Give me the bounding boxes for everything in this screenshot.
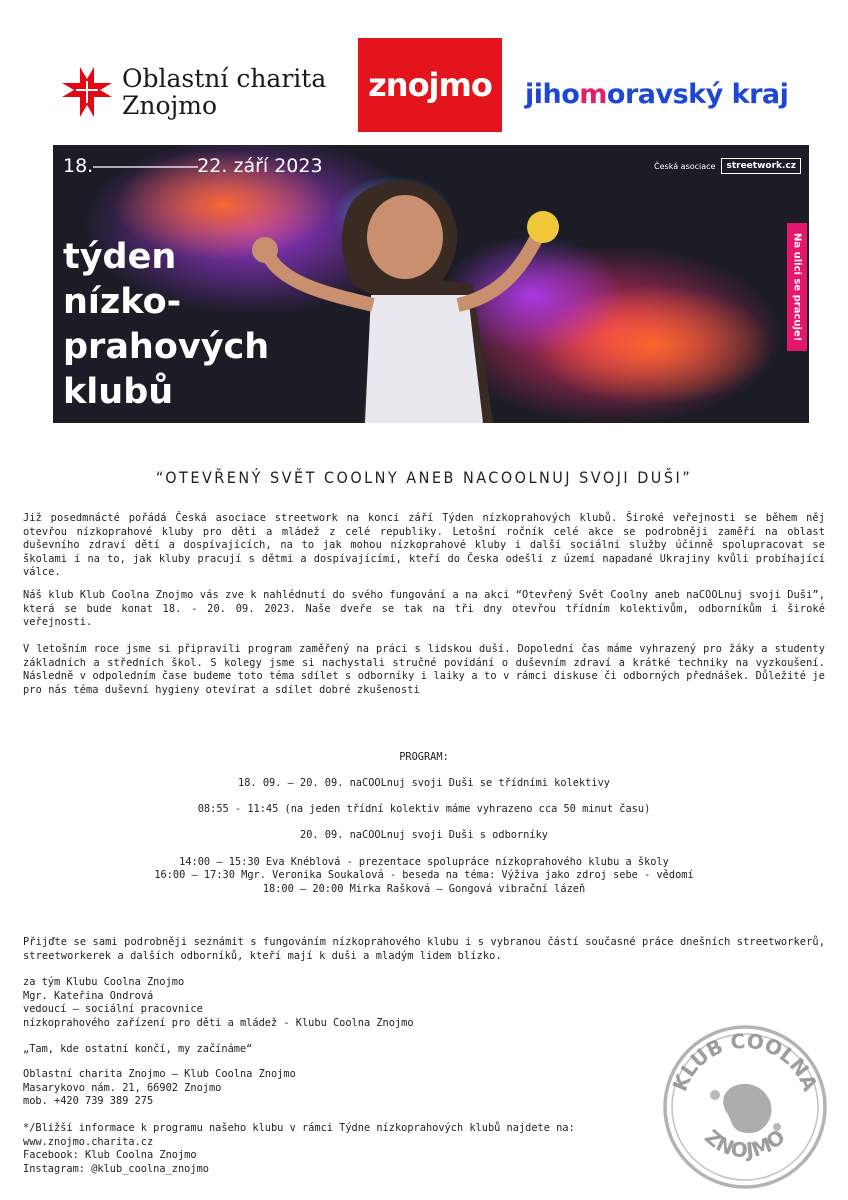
signature-line-3: vedoucí – sociální pracovnice	[23, 1003, 203, 1015]
program-description-paragraph: V letošním roce jsme si připravili program zaměřený na práci s lidskou duší. Dopolední čas máme vyhrazený pro žáky a studenty základních a středních škol. S kolegy jsme si nachystali stručné povídání o duševním zdraví a krátké techniky na vyzkoušení. Následně v odpoledním čase budeme toto téma sdílet s odborníky i laiky a to v rámci diskuse či odborných přednášek. Důležité je pro nás téma duševní hygieny otevírat a sdílet dobré zkušenosti	[23, 643, 825, 696]
charita-name-line1: Oblastní charita	[122, 64, 327, 93]
klub-coolna-stamp	[655, 1015, 835, 1195]
znojmo-logo-text: znojmo	[368, 66, 492, 104]
banner-title-line3: prahových	[63, 327, 270, 367]
closing-invitation: Přijďte se sami podrobněji seznámit s fungováním nízkoprahového klubu i s vybranou částí současné práce dnešních streetworkerů, streetworkerek a dalších odborníků, kteří mají k duši a mladým lidem blízko.	[23, 936, 825, 962]
charita-name-line2: Znojmo	[122, 91, 218, 120]
banner-date-end: 22. září 2023	[197, 155, 323, 177]
jmk-logo-part2: m	[579, 78, 607, 110]
contact-line-2: Masarykovo nám. 21, 66902 Znojmo	[23, 1081, 222, 1094]
banner-title-line1: týden	[63, 237, 177, 277]
banner-date-start: 18.	[63, 155, 94, 177]
charita-logo	[60, 62, 340, 122]
page-title: “OTEVŘENÝ SVĚT COOLNY ANEB NACOOLNUJ SVOJI DUŠI”	[155, 468, 693, 487]
program-line-2: 08:55 - 11:45 (na jeden třídní kolektiv máme vyhrazeno cca 50 minut času)	[197, 803, 651, 815]
banner-title	[63, 235, 269, 415]
jmk-logo	[525, 74, 810, 114]
signature-line-2: Mgr. Kateřina Ondrová	[23, 989, 154, 1002]
charita-cross-icon	[60, 65, 114, 119]
banner-side-tag: Na ulici se pracuje!	[787, 223, 807, 351]
banner-association-label: Česká asociace	[654, 161, 716, 171]
program-line-5: 16:00 – 17:30 Mgr. Veronika Soukalová - beseda na téma: Výživa jako zdroj sebe - vědomí	[154, 869, 694, 881]
banner-association-box: streetwork.cz	[721, 158, 801, 174]
intro-paragraph: Již posedmnácté pořádá Česká asociace streetwork na konci září Týden nízkoprahových klubů. Široké veřejnosti se během něj otevřou nízkoprahové kluby pro děti a mládež z celé republiky. Letošní ročník celé akce se podrobněji zaměří na oblast duševního zdraví dětí a dospívajících, na to jak mohou nízkoprahové kluby i další sociální služby účinně spolupracovat se školami i na to, jak kluby pracují s dětmi a dospívajícími, kteří do Česka odešli z území napadané Ukrajiny kvůli probíhající válce.	[23, 512, 825, 578]
website-link[interactable]: www.znojmo.charita.cz	[23, 1135, 154, 1148]
signature-line-1: za tým Klubu Coolna Znojmo	[23, 976, 185, 988]
contact-line-1: Oblastní charita Znojmo – Klub Coolna Znojmo	[23, 1068, 296, 1080]
program-line-4: 14:00 – 15:30 Eva Knéblová - prezentace spolupráce nízkoprahového klubu a školy	[179, 856, 669, 868]
stamp-bottom-text: ZNOJMO	[700, 1124, 790, 1163]
motto: „Tam, kde ostatní končí, my začínáme“	[23, 1043, 253, 1055]
invite-paragraph: Náš klub Klub Coolna Znojmo vás zve k nahlédnutí do svého fungování a na akci “Otevřený Svět Coolny aneb naCOOLnuj svoji Duši”, která se bude konat 18. - 20. 09. 2023. Naše dveře se tak na tři dny otevřou třídním kolektivům, odborníkům i široké veřejnosti.	[23, 589, 825, 628]
program-line-3: 20. 09. naCOOLnuj svoji Duši s odborníky	[300, 829, 548, 841]
program-title: PROGRAM:	[399, 751, 449, 763]
banner-association	[654, 158, 801, 174]
event-banner	[53, 145, 809, 423]
contact-line-3: mob. +420 739 389 275	[23, 1095, 154, 1107]
banner-title-line2: nízko-	[63, 282, 182, 322]
more-info-line-1: */Bližší informace k programu našeho klubu v rámci Týdne nízkoprahových klubů najdete na:	[23, 1122, 575, 1134]
program-line-1: 18. 09. – 20. 09. naCOOLnuj svoji Duši se třídními kolektivy	[238, 777, 610, 789]
facebook-link[interactable]: Facebook: Klub Coolna Znojmo	[23, 1149, 197, 1161]
jmk-logo-part3: oravský kraj	[606, 78, 789, 110]
banner-title-line4: klubů	[63, 372, 174, 412]
instagram-link[interactable]: Instagram: @klub_coolna_znojmo	[23, 1162, 209, 1175]
program-line-6: 18:00 – 20:00 Mirka Rašková – Gongová vibrační lázeň	[262, 883, 586, 895]
signature-line-4: nízkoprahového zařízení pro děti a mládež - Klubu Coolna Znojmo	[23, 1016, 414, 1029]
jmk-logo-part1: jiho	[525, 78, 580, 110]
znojmo-logo	[358, 38, 502, 132]
stamp-top-text: KLUB COOLNA	[667, 1028, 823, 1095]
